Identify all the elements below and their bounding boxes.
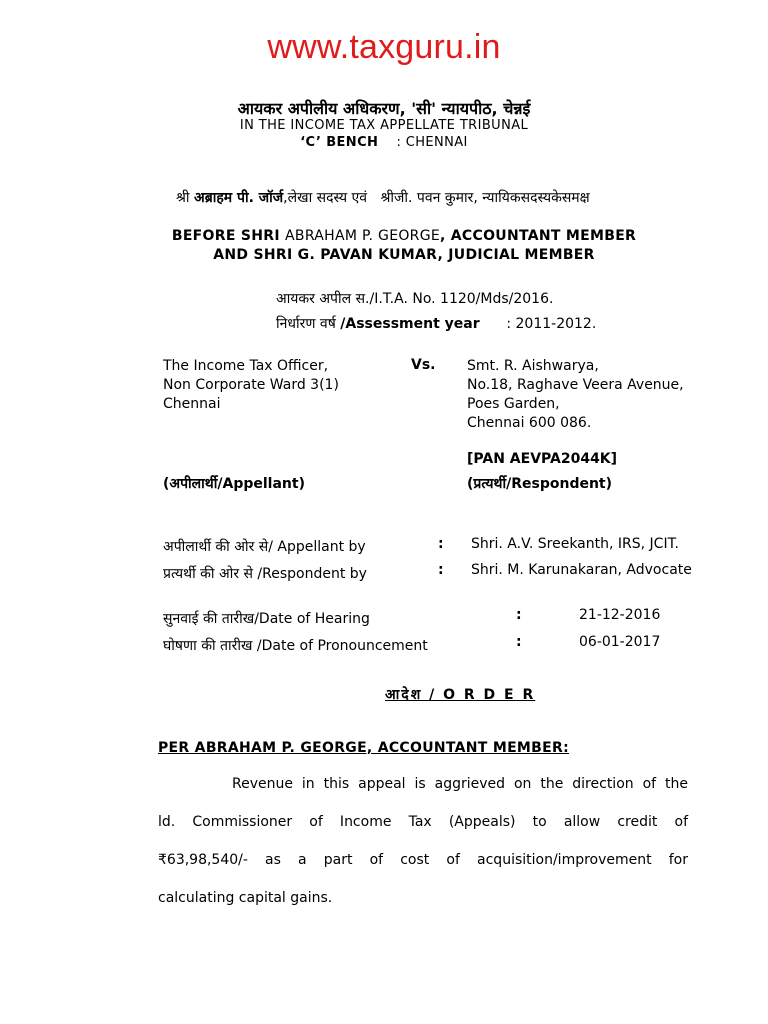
member2-hindi: श्रीजी. पवन कुमार, न्यायिकसदस्यकेसमक्ष [380, 190, 590, 206]
members-prefix: श्री [176, 190, 190, 206]
before-prefix: BEFORE SHRI [171, 228, 280, 244]
respondent-line: Smt. R. Aishwarya, [467, 358, 599, 374]
paragraph-line: calculating capital gains. [158, 890, 333, 906]
ay-value: : 2011-2012. [506, 316, 597, 332]
appellant-by-colon: : [438, 536, 444, 552]
ay-label-english: /Assessment year [340, 316, 480, 332]
respondent-role-hindi: (प्रत्यर्थी [467, 476, 507, 492]
paragraph-line: ld. Commissioner of Income Tax (Appeals) to allow credit of [158, 814, 688, 830]
members-hindi [176, 188, 590, 207]
member1-role-hindi: ,लेखा सदस्य एवं [283, 190, 368, 206]
paragraph-line: ₹63,98,540/- as a part of cost of acquisition/improvement for [158, 852, 688, 868]
ay-label-hindi: निर्धारण वर्ष [276, 316, 336, 332]
bench-label: ‘C’ BENCH [300, 135, 379, 150]
order-title: आदेश / O R D E R [385, 687, 536, 703]
before-line-1 [0, 228, 768, 244]
before-member1-name: ABRAHAM P. GEORGE [285, 228, 440, 244]
respondent-by-value: Shri. M. Karunakaran, Advocate [471, 562, 692, 578]
versus-label: Vs. [411, 357, 436, 373]
appellant-line: Chennai [163, 396, 221, 412]
appellant-by-value: Shri. A.V. Sreekanth, IRS, JCIT. [471, 536, 679, 552]
before-member1-role: , ACCOUNTANT MEMBER [440, 228, 637, 244]
paragraph-line: Revenue in this appeal is aggrieved on the direction of the [232, 776, 688, 792]
respondent-by-colon: : [438, 562, 444, 578]
order-author: PER ABRAHAM P. GEORGE, ACCOUNTANT MEMBER: [158, 740, 569, 756]
bench-place: : CHENNAI [396, 135, 468, 150]
member1-name-hindi: अब्राहम पी. जॉर्ज [194, 190, 284, 206]
appellant-line: Non Corporate Ward 3(1) [163, 377, 339, 393]
ita-number: आयकर अपील स./I.T.A. No. 1120/Mds/2016. [276, 291, 554, 307]
respondent-line: Poes Garden, [467, 396, 560, 412]
respondent-line: No.18, Raghave Veera Avenue, [467, 377, 684, 393]
assessment-year [276, 314, 596, 333]
appellant-address [163, 357, 339, 414]
appellant-role-hindi: (अपीलार्थी [163, 476, 218, 492]
appellant-line: The Income Tax Officer, [163, 358, 329, 374]
respondent-address [467, 357, 684, 433]
hearing-date-colon: : [516, 607, 522, 623]
hearing-date-value: 21-12-2016 [579, 607, 661, 623]
pan-number: [PAN AEVPA2044K] [467, 451, 618, 467]
watermark-url: www.taxguru.in [267, 28, 501, 66]
respondent-role [467, 474, 612, 493]
tribunal-title-hindi: आयकर अपीलीय अधिकरण, 'सी' न्यायपीठ, चेन्नई [237, 99, 531, 118]
hearing-date-label: सुनवाई की तारीख/Date of Hearing [163, 611, 370, 627]
appellant-role-english: /Appellant) [217, 476, 305, 492]
pronouncement-date-value: 06-01-2017 [579, 634, 661, 650]
before-line-2: AND SHRI G. PAVAN KUMAR, JUDICIAL MEMBER [213, 247, 595, 263]
respondent-by-label: प्रत्यर्थी की ओर से /Respondent by [163, 566, 367, 582]
tribunal-title-english: IN THE INCOME TAX APPELLATE TRIBUNAL [239, 118, 529, 133]
bench-line [0, 135, 768, 150]
pronouncement-date-label: घोषणा की तारीख /Date of Pronouncement [163, 638, 428, 654]
pronouncement-date-colon: : [516, 634, 522, 650]
appellant-role [163, 474, 305, 493]
respondent-line: Chennai 600 086. [467, 415, 592, 431]
appellant-by-label: अपीलार्थी की ओर से/ Appellant by [163, 539, 366, 555]
respondent-role-english: /Respondent) [506, 476, 613, 492]
